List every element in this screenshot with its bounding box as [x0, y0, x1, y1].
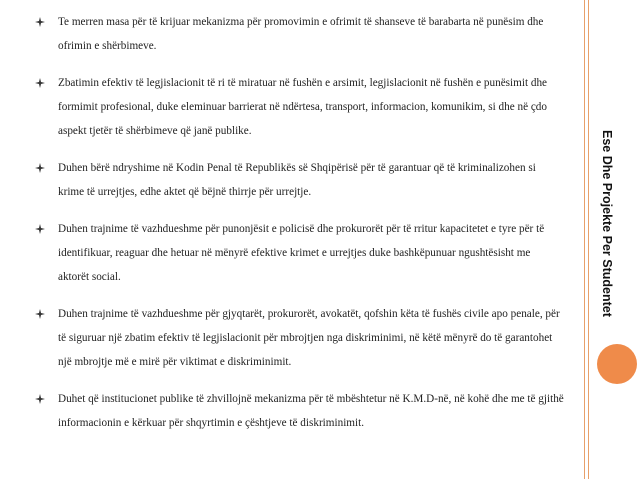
bullet-text: Duhen trajnime të vazhdueshme për gjyqtarët, prokurorët, avokatët, qofshin këta të fushës civile apo penale, për të siguruar një zbatim efektiv të legjislacionit për mbrojtjen nga diskriminimi, në këtë mënyrë do të garantohet një mbrojtje më e mirë për viktimat e diskriminimit. [58, 308, 560, 368]
diamond-bullet-icon [34, 387, 48, 411]
diamond-bullet-icon [34, 302, 48, 326]
list-item [34, 217, 564, 289]
list-item [34, 387, 564, 435]
bullet-list [34, 10, 564, 448]
sidebar-divider [584, 0, 585, 479]
diamond-bullet-icon [34, 10, 48, 34]
bullet-text: Zbatimin efektiv të legjislacionit të ri të miratuar në fushën e arsimit, legjislacionit në fushën e punësimit dhe formimit profesional, duke eleminuar barrierat në ndërtesa, transport, informacion, komunikim, si dhe në çdo aspekt tjetër të shërbimeve që janë publike. [58, 77, 547, 137]
list-item [34, 302, 564, 374]
decorative-circle [597, 344, 637, 384]
sidebar-divider [588, 0, 589, 479]
side-title: Ese Dhe Projekte Per Studentet [600, 130, 614, 317]
bullet-text: Te merren masa për të krijuar mekanizma për promovimin e ofrimit të shanseve të barabarta në punësim dhe ofrimin e shërbimeve. [58, 16, 544, 52]
bullet-text: Duhen bërë ndryshime në Kodin Penal të Republikës së Shqipërisë për të garantuar që të kriminalizohen si krime të urrejtjes, edhe aktet që bëjnë thirrje për urrejtje. [58, 162, 536, 198]
list-item [34, 71, 564, 143]
bullet-text: Duhen trajnime të vazhdueshme për punonjësit e policisë dhe prokurorët për të rritur kapacitetet e tyre për të identifikuar, reaguar dhe hetuar në mënyrë efektive krimet e urrejtjes duke bashkëpunuar ngushtësisht me aktorët social. [58, 223, 545, 283]
bullet-text: Duhet që institucionet publike të zhvillojnë mekanizma për të mbështetur në K.M.D-në, në kohë dhe me të gjithë informacionin e kërkuar për shqyrtimin e çështjeve të diskriminimit. [58, 393, 564, 429]
diamond-bullet-icon [34, 217, 48, 241]
list-item [34, 156, 564, 204]
diamond-bullet-icon [34, 156, 48, 180]
list-item [34, 10, 564, 58]
diamond-bullet-icon [34, 71, 48, 95]
